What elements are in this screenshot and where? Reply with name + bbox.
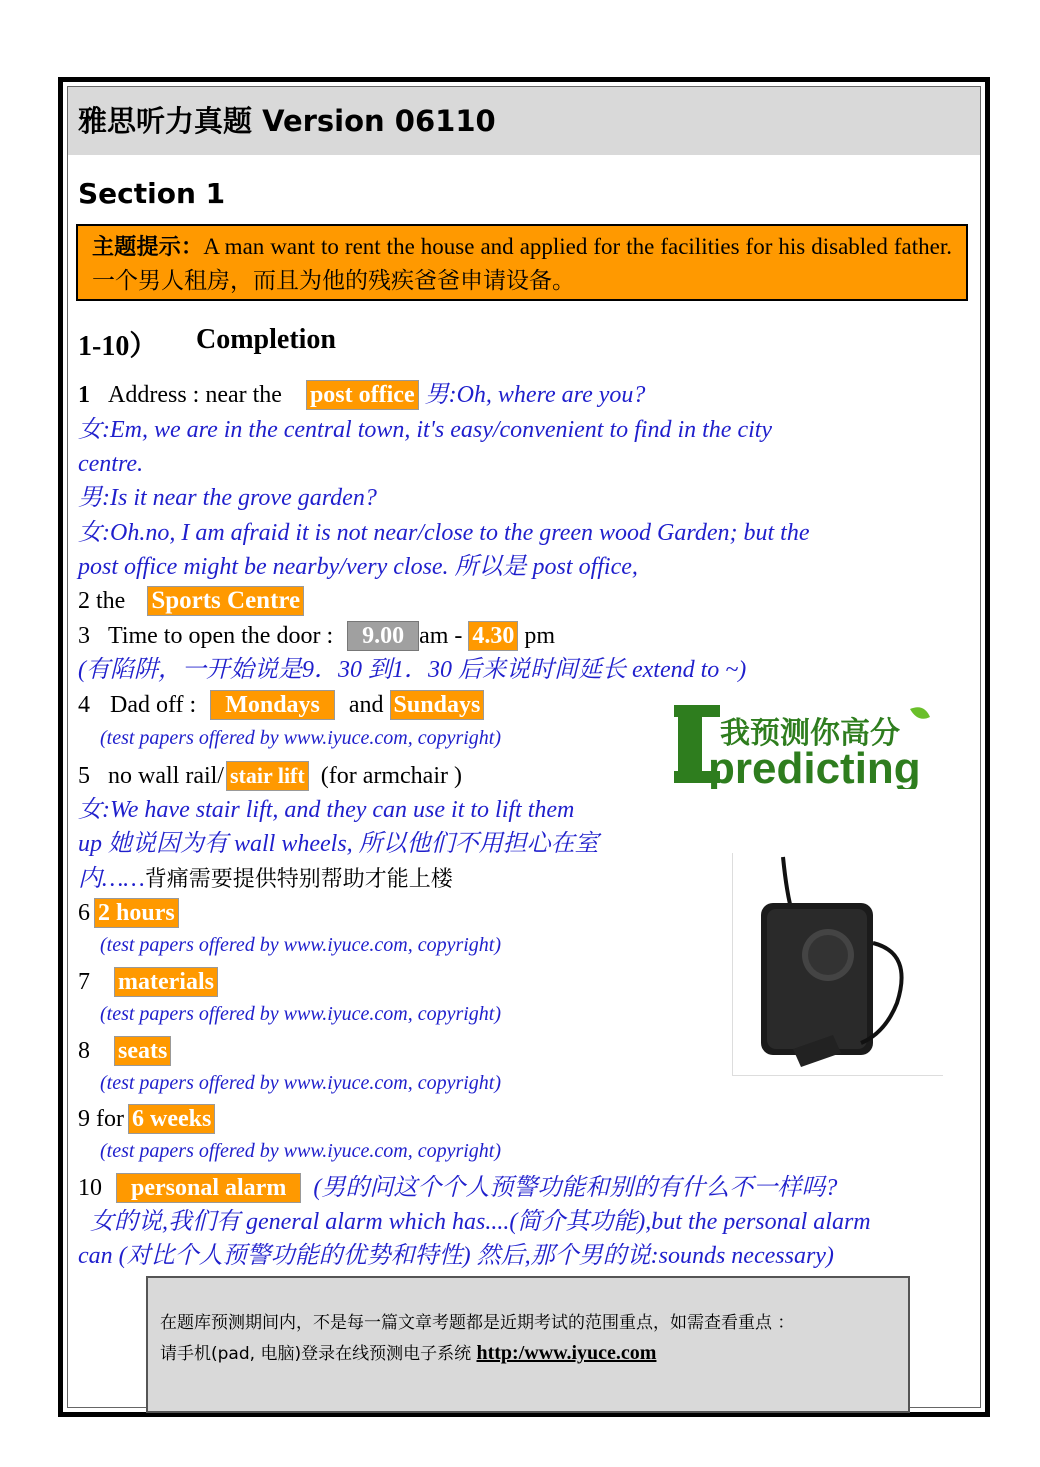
q1-answer: post office [306, 380, 419, 410]
q9-prefix: 9 for [78, 1106, 124, 1132]
q3-answer-close: 4.30 [468, 621, 518, 651]
q7-answer: materials [114, 967, 218, 997]
q1-note-5: 女:Oh.no, I am afraid it is not near/close to the green wood Garden; but the [78, 520, 810, 546]
footer-line-2: 请手机(pad, 电脑)登录在线预测电子系统 [160, 1344, 472, 1364]
q1-note-4: 男:Is it near the grove garden? [78, 485, 377, 511]
q5-answer: stair lift [226, 761, 309, 791]
question-5 [78, 759, 462, 793]
q5-note-3: 内…… [78, 866, 145, 892]
question-8 [78, 1034, 171, 1068]
section-title: Section 1 [78, 177, 226, 210]
q1-note-1: 男:Oh, where are you? [424, 382, 646, 408]
copyright-line: (test papers offered by www.iyuce.com, copyright) [100, 934, 502, 956]
q5-note-2: up 她说因为有 wall wheels, 所以他们不用担心在室 [78, 831, 599, 857]
page-frame [58, 77, 990, 1417]
copyright-line: (test papers offered by www.iyuce.com, copyright) [100, 1072, 502, 1094]
q9-answer: 6 weeks [128, 1104, 215, 1134]
q3-number: 3 [78, 623, 90, 649]
q3-mid: am - [419, 623, 463, 649]
question-9 [78, 1102, 215, 1136]
q5-number: 5 [78, 763, 90, 789]
question-6 [78, 896, 179, 930]
footer-link[interactable]: http:/www.iyuce.com [476, 1342, 657, 1364]
q6-number: 6 [78, 900, 90, 926]
q3-suffix: pm [524, 623, 556, 649]
q10-note-2: 女的说,我们有 general alarm which has....(简介其功能),but the personal alarm [90, 1209, 871, 1235]
part-type: Completion [196, 324, 336, 355]
page-inner-border [67, 86, 981, 1408]
q5-note-3-line [78, 862, 453, 897]
q8-number: 8 [78, 1038, 90, 1064]
q5-suffix: (for armchair ) [320, 763, 462, 789]
personal-alarm-photo [732, 853, 943, 1076]
q2-prefix: 2 the [78, 588, 126, 614]
q1-number: 1 [78, 382, 90, 408]
q10-note-3: can (对比个人预警功能的优势和特性) 然后,那个男的说:sounds necessary) [78, 1243, 834, 1269]
q1-prefix: Address : near the [108, 382, 282, 408]
question-3 [78, 619, 555, 653]
q7-number: 7 [78, 969, 90, 995]
topic-hint-box [76, 224, 968, 301]
q3-prefix: Time to open the door : [108, 623, 334, 649]
q4-prefix: Dad off : [110, 692, 197, 718]
question-2 [78, 584, 304, 618]
q4-answer-1: Mondays [210, 690, 335, 720]
copyright-line: (test papers offered by www.iyuce.com, copyright) [100, 1140, 502, 1162]
footer-line-2-wrap [160, 1339, 656, 1365]
question-4 [78, 688, 484, 722]
q6-answer: 2 hours [94, 898, 179, 928]
q5-prefix: no wall rail/ [108, 763, 224, 789]
page-title: 雅思听力真题 Version 06110 [68, 87, 980, 155]
question-10 [78, 1171, 837, 1205]
q4-answer-2: Sundays [390, 690, 485, 720]
q5-note-3b: 背痛需要提供特别帮助才能上楼 [144, 867, 453, 892]
q10-number: 10 [78, 1175, 102, 1201]
q4-number: 4 [78, 692, 90, 718]
copyright-line: (test papers offered by www.iyuce.com, copyright) [100, 727, 502, 749]
footer-line-1: 在题库预测期间内，不是每一篇文章考题都是近期考试的范围重点，如需查看重点 ： [160, 1313, 795, 1333]
topic-hint-label: 主题提示： [92, 235, 204, 260]
q1-note-6: post office might be nearby/very close. 所以是 post office, [78, 554, 638, 580]
q2-answer: Sports Centre [147, 586, 304, 616]
logo-graphic [674, 701, 934, 789]
q10-answer: personal alarm [116, 1173, 301, 1203]
q5-note-1: 女:We have stair lift, and they can use it to lift them [78, 797, 575, 823]
q1-note-3: centre. [78, 451, 144, 477]
copyright-line: (test papers offered by www.iyuce.com, copyright) [100, 1003, 502, 1025]
question-1 [78, 378, 645, 412]
alarm-device-illustration [733, 853, 943, 1075]
q1-note-2: 女:Em, we are in the central town, it's easy/convenient to find in the city [78, 417, 773, 443]
q10-note-1: (男的问这个个人预警功能和别的有什么不一样吗? [313, 1175, 838, 1201]
logo-en-text: predicting [708, 744, 921, 789]
q3-answer-open: 9.00 [347, 621, 419, 651]
part-range: 1-10） [78, 331, 158, 362]
q8-answer: seats [114, 1036, 171, 1066]
footer-notice [146, 1276, 910, 1413]
q4-mid: and [348, 692, 384, 718]
iyuce-logo [674, 701, 934, 789]
q3-note: (有陷阱，一开始说是9．30 到1．30 后来说时间延长 extend to ~) [78, 657, 747, 683]
topic-hint-text: A man want to rent the house and applied for the facilities for his disabled father. 一个男人租房，而且为他的残疾爸爸申请设备。 [92, 234, 952, 293]
logo-cn-text: 我预测你高分 [720, 716, 900, 751]
question-7 [78, 965, 218, 999]
